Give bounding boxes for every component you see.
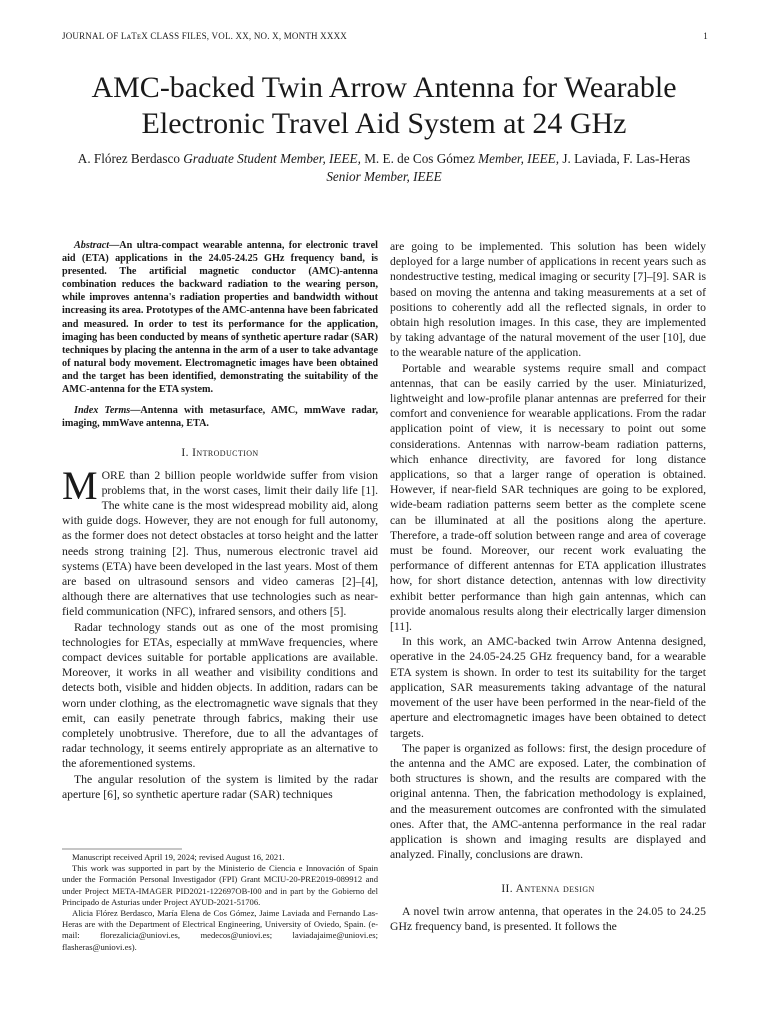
- author-1-role: Graduate Student Member, IEEE,: [183, 151, 361, 166]
- footnote-funding: This work was supported in part by the Ministerio de Ciencia e Innovación of Spain under the Formación Personal Investigador (FPI) Grant MCIU-20-PRE2019-089912 and under Project META-IMAGER PID2021-122697OB-I00 and in part by the Gobierno del Principado de Asturias under Project AYUD-2021-51706.: [62, 863, 378, 907]
- intro-paragraph-3: The angular resolution of the system is limited by the radar aperture [6], so synthetic aperture radar (SAR) techniques: [62, 772, 378, 801]
- author-3: J. Laviada, F. Las-Heras: [562, 151, 691, 166]
- footnote-manuscript: Manuscript received April 19, 2024; revised August 16, 2021.: [72, 852, 285, 862]
- abstract-lead: Abstract: [74, 240, 110, 251]
- intro-paragraph-2: Radar technology stands out as one of the most promising technologies for ETAs, especially at mmWave frequencies, where compact devices suitable for portable applications are available. Moreover, it works in all weather and visibility conditions and detects both, visible and hidden objects. In addition, radars can be worn under clothing, as the electromagnetic wave signals that they emit, can easily penetrate through fabrics, making their use completely unobtrusive. Therefore, due to all the advantages of radar technology, it seems entirely appropriate as an alternative to the aforementioned systems.: [62, 620, 378, 771]
- abstract: [62, 239, 378, 396]
- running-head: [62, 31, 708, 41]
- author-2-role: Member, IEEE,: [478, 151, 560, 166]
- author-list: [70, 150, 698, 186]
- footnotes: [62, 852, 378, 953]
- right-paragraph-3: In this work, an AMC-backed twin Arrow Antenna designed, operative in the 24.05-24.25 GHz frequency band, for a wearable ETA system is shown. In order to test its suitability for the target application, SAR measurements taking advantage of the natural movement of the user have been performed in the near-field of the aperture and electromagnetic images have been obtained to detect targets.: [390, 635, 706, 740]
- intro-paragraph-1: [62, 462, 378, 620]
- index-terms: [62, 404, 378, 430]
- page-number: 1: [703, 31, 708, 41]
- paper-title: AMC-backed Twin Arrow Antenna for Wearable Electronic Travel Aid System at 24 GHz: [91, 71, 677, 140]
- footnote-affiliation: Alicia Flórez Berdasco, María Elena de Cos Gómez, Jaime Laviada and Fernando Las-Heras are with the Department of Electrical Engineering, University of Oviedo, Spain. (e-mail: florezalicia@uniovi.es, medecos@uniovi.es; laviadajaime@uniovi.es; flasheras@uniovi.es).: [62, 908, 378, 952]
- right-paragraph-2: Portable and wearable systems require small and compact antennas, that can be easily carried by the user. Miniaturized, lightweight and low-profile planar antennas are preferred for their comfort and convenience for wearable applications. From the radar application point of view, it is necessary to point out some considerations. Antennas with narrow-beam radiation patterns, which enhance directivity, are favored for long distance applications, so that a larger range of operation is obtained. However, if near-field SAR techniques are going to be explored, wide-beam radiation patterns seem better as the complete scene can be illuminated at all the positions along the aperture. Therefore, a trade-off solution between range and area of coverage must be found. Moreover, our recent work evaluating the performance of different antennas for ETA application illustrates how, for short distance detection, antennas with low directivity exhibit better performance than high gain antennas, which can provide anomalous results along their electrically larger dimension [11].: [390, 361, 706, 634]
- intro-paragraph-1-text: ORE than 2 billion people worldwide suffer from vision problems that, in the worst cases, limit their daily life [1]. The white cane is the most widespread mobility aid, along with guide dogs. However, they are not enough for full autonomy, as the former does not detect obstacles at torso height and the latter needs strong training [2]. Thus, numerous electronic travel aid systems (ETA) have been developed in the last years. Most of them are based on ultrasound sensors and video cameras [2]–[4], although there are alternatives that use technologies such as near-field communication (NFC), infrared sensors, and others [5].: [62, 468, 378, 619]
- index-terms-text: —Antenna with metasurface, AMC, mmWave radar, imaging, mmWave antenna, ETA.: [62, 405, 378, 430]
- author-1: A. Flórez Berdasco: [77, 151, 180, 166]
- abstract-text: —An ultra-compact wearable antenna, for electronic travel aid (ETA) applications in the 24.05-24.25 GHz frequency band, is presented. The artificial magnetic conductor (AMC)-antenna combination reduces the backward radiation to the wearing person, while improves antenna's radiation properties and bandwidth without increasing its area. Prototypes of the AMC-antenna have been fabricated and measured. In order to test its performance for the application, imaging has been conducted by means of synthetic aperture radar (SAR) techniques by placing the antenna in the arm of a user to take advantage of natural body movement. Electromagnetic images have been obtained and the target has been identified, demonstrating the suitability of the AMC-antenna for the ETA system.: [62, 240, 379, 396]
- journal-name: JOURNAL OF LᴀTᴇX CLASS FILES, VOL. XX, NO. X, MONTH XXXX: [62, 31, 347, 41]
- section-heading-antenna-design: II. Antenna design: [501, 883, 595, 896]
- right-paragraph-1: are going to be implemented. This solution has been widely deployed for a large number of applications in recent years such as nondestructive testing, medical imaging or security [7]–[9]. SAR is based on moving the antenna and taking measurements at a set of positions to coherently add all the reflected signals, in order to obtain high resolution images. In this case, they are implemented by taking advantage of the natural movement of the user [10], due to the wearable nature of the application.: [390, 240, 706, 360]
- footnote-rule: [62, 848, 378, 850]
- author-3-role: Senior Member, IEEE: [326, 169, 442, 184]
- index-terms-lead: Index Terms: [74, 405, 131, 417]
- design-paragraph-1: A novel twin arrow antenna, that operates in the 24.05 to 24.25 GHz frequency band, is presented. It follows the: [390, 904, 706, 933]
- left-column: [62, 239, 378, 802]
- right-paragraph-4: The paper is organized as follows: first, the design procedure of the antenna and the AMC are exposed. Later, the combination of both structures is shown, and the results are compared with the original antenna. Then, the fabrication methodology is explained, and the measurement outcomes are confronted with the simulated ones. After that, the AMC-antenna performance in the real radar application is shown and imaging results are displayed and analyzed. Finally, conclusions are drawn.: [390, 741, 706, 862]
- right-column: [390, 239, 706, 934]
- drop-cap: M: [62, 462, 98, 508]
- author-2: M. E. de Cos Gómez: [364, 151, 475, 166]
- section-heading-introduction: I. Introduction: [181, 447, 259, 460]
